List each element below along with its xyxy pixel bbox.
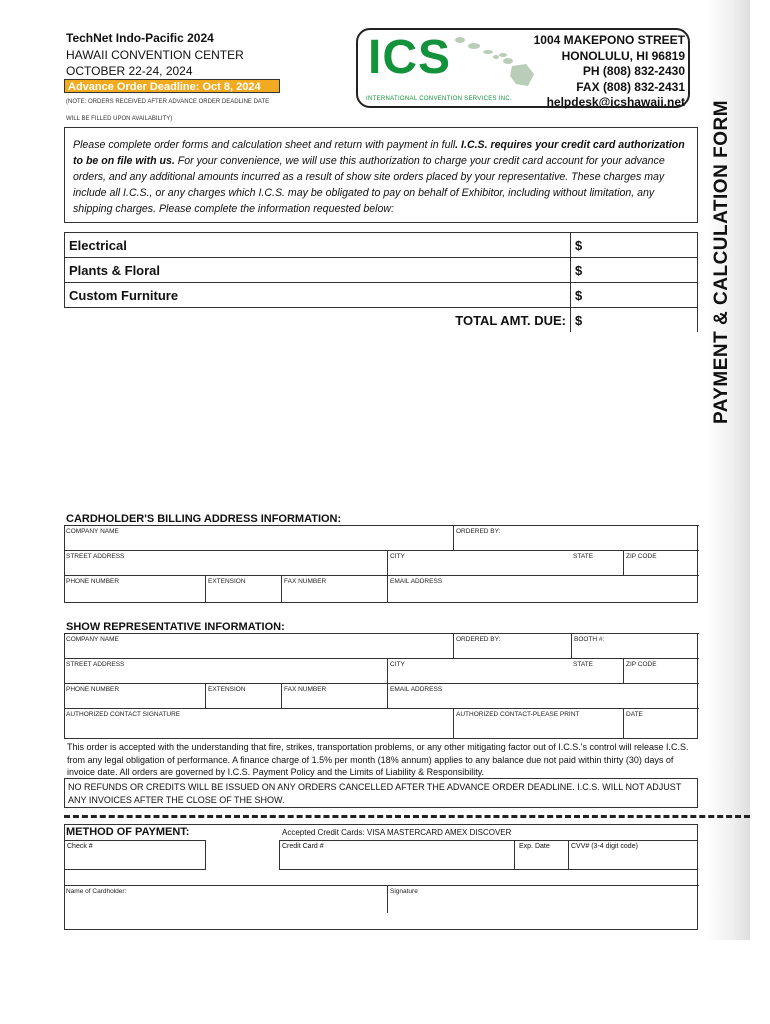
rep-company-field[interactable]: COMPANY NAME (64, 633, 453, 658)
form-side-title: PAYMENT & CALCULATION FORM (711, 99, 732, 424)
total-due-label: TOTAL AMT. DUE: (65, 308, 571, 333)
ics-logo: ICS (368, 31, 452, 84)
address-street: 1004 MAKEPONO STREET (533, 33, 685, 47)
table-row (65, 233, 698, 258)
credit-card-field[interactable]: Credit Card # (279, 840, 515, 870)
refund-policy: NO REFUNDS OR CREDITS WILL BE ISSUED ON ANY ORDERS CANCELLED AFTER THE ADVANCE ORDER DEADLINE. I.C.S. WILL NOT ADJUST ANY INVOICES AFTER THE CLOSE OF THE SHOW. (64, 778, 698, 808)
billing-street-field[interactable]: STREET ADDRESS (64, 550, 387, 576)
terms-text: This order is accepted with the understanding that fire, strikes, transportation problems, or any other mitigating factor out of I.C.S.'s control will release I.C.S. from any legal obligation of performance. A finance charge of 1.5% per month (18% annum) applies to any balance due not paid within thirty (30) days of invoice date. All orders are governed by I.C.S. Payment Policy and the Limits of Liability & Responsibility. (64, 738, 698, 781)
deadline-note-line2: WILL BE FILLED UPON AVAILABILITY) (66, 116, 173, 122)
table-row (65, 283, 698, 308)
total-due-field[interactable]: $ (571, 308, 698, 333)
billing-phone-field[interactable]: PHONE NUMBER (64, 575, 205, 603)
check-number-field[interactable]: Check # (64, 840, 206, 870)
rep-grid (64, 633, 698, 738)
billing-ordered-by-field[interactable]: ORDERED BY: (453, 525, 699, 550)
totals-label: Electrical (65, 233, 571, 258)
electrical-amount-field[interactable]: $ (571, 233, 698, 258)
address-fax: FAX (808) 832-2431 (576, 79, 685, 94)
instructions-bold: . I.C.S. requires your credit card authorization to be on file with us. (73, 139, 685, 167)
rep-state-field[interactable]: STATE (571, 658, 623, 684)
table-row (65, 258, 698, 283)
payment-section-title: METHOD OF PAYMENT: (66, 826, 190, 838)
address-phone: PH (808) 832-2430 (582, 64, 685, 78)
billing-city-field[interactable]: CITY (387, 550, 571, 576)
cut-line (64, 815, 750, 818)
rep-zip-field[interactable]: ZIP CODE (623, 658, 699, 684)
furniture-amount-field[interactable]: $ (571, 283, 698, 308)
billing-email-field[interactable]: EMAIL ADDRESS (387, 575, 699, 603)
instructions-box (64, 127, 698, 223)
rep-ordered-by-field[interactable]: ORDERED BY: (453, 633, 572, 658)
rep-date-field[interactable]: DATE (623, 708, 699, 738)
rep-signature-field[interactable]: AUTHORIZED CONTACT SIGNATURE (64, 708, 453, 738)
address-email: helpdesk@icshawaii.net (546, 95, 685, 109)
payment-signature-field[interactable]: Signature (387, 885, 699, 913)
plants-amount-field[interactable]: $ (571, 258, 698, 283)
logo-subtitle: INTERNATIONAL CONVENTION SERVICES INC. (366, 96, 512, 102)
instructions-text-2: For your convenience, we will use this authorization to charge your credit card account for your advance orders, and any additional amounts incurred as a result of show site orders placed by your representative. These charges may include all I.C.S., or any charges which I.C.S. may be obligated to pay on behalf of Exhibitor, including without limitation, any shipping charges. Please complete the information requested below: (73, 155, 665, 215)
rep-city-field[interactable]: CITY (387, 658, 571, 684)
rep-section-title: SHOW REPRESENTATIVE INFORMATION: (66, 621, 285, 633)
rep-extension-field[interactable]: EXTENSION (205, 683, 281, 709)
billing-grid (64, 525, 698, 603)
rep-fax-field[interactable]: FAX NUMBER (281, 683, 387, 709)
totals-table (64, 232, 698, 332)
company-address (534, 33, 685, 111)
address-city: HONOLULU, HI 96819 (561, 48, 685, 63)
hawaii-islands-icon (450, 34, 538, 90)
rep-email-field[interactable]: EMAIL ADDRESS (387, 683, 699, 709)
cvv-field[interactable]: CVV# (3-4 digit code) (568, 840, 698, 870)
billing-zip-field[interactable]: ZIP CODE (623, 550, 699, 576)
billing-company-field[interactable]: COMPANY NAME (64, 525, 453, 550)
event-venue: HAWAII CONVENTION CENTER (66, 48, 244, 62)
rep-street-field[interactable]: STREET ADDRESS (64, 658, 387, 684)
deadline-note-line1: (NOTE: ORDERS RECEIVED AFTER ADVANCE ORDER DEADLINE DATE (66, 99, 270, 105)
rep-booth-field[interactable]: BOOTH #: (571, 633, 699, 658)
accepted-cards: Accepted Credit Cards: VISA MASTERCARD AMEX DISCOVER (282, 828, 512, 837)
event-title: TechNet Indo-Pacific 2024 (66, 31, 214, 45)
deadline-banner: Advance Order Deadline: Oct 8, 2024 (64, 79, 280, 93)
instructions-text: Please complete order forms and calculation sheet and return with payment in full (73, 139, 456, 151)
billing-extension-field[interactable]: EXTENSION (205, 575, 281, 603)
billing-section-title: CARDHOLDER'S BILLING ADDRESS INFORMATION: (66, 513, 342, 525)
rep-print-name-field[interactable]: AUTHORIZED CONTACT-PLEASE PRINT (453, 708, 623, 738)
billing-state-field[interactable]: STATE (571, 550, 623, 576)
billing-fax-field[interactable]: FAX NUMBER (281, 575, 387, 603)
table-row (65, 308, 698, 333)
event-dates: OCTOBER 22-24, 2024 (66, 64, 193, 78)
totals-label: Custom Furniture (65, 283, 571, 308)
exp-date-field[interactable]: Exp. Date (514, 840, 569, 870)
totals-label: Plants & Floral (65, 258, 571, 283)
rep-phone-field[interactable]: PHONE NUMBER (64, 683, 205, 709)
cardholder-name-field[interactable]: Name of Cardholder: (64, 885, 699, 913)
